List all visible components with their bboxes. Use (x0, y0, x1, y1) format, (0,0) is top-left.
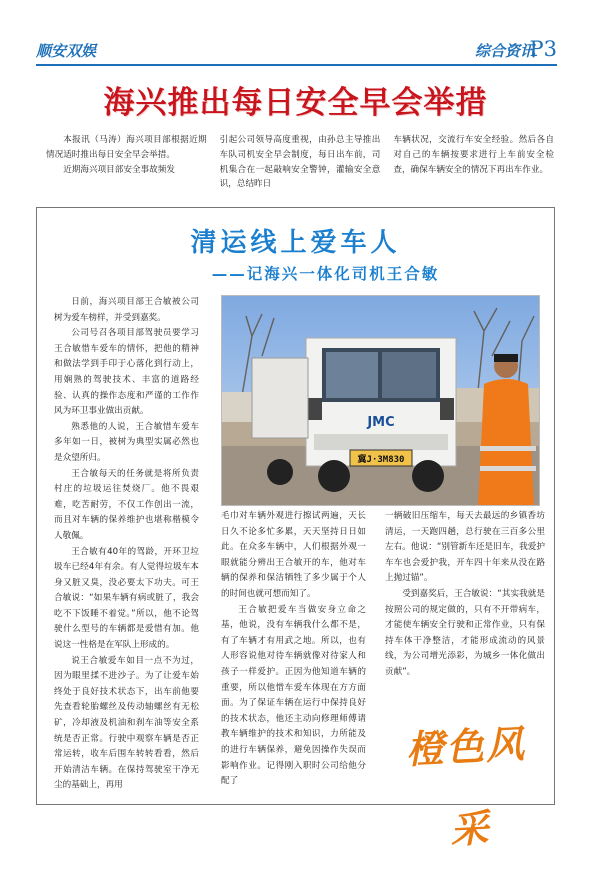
news-brief (46, 133, 554, 199)
header-rule (36, 64, 557, 66)
feature-column-2 (221, 509, 366, 795)
news-paragraph: 车辆状况，交流行车安全经验。然后各自对自己的车辆按要求进行上车前安全检查，确保车辆安全的情况下再出车作业。 (393, 135, 555, 175)
feature-paragraph: 公司号召各项目部驾驶员要学习王合敏惜车爱车的情怀，把他的精神和做法学到手印于心落化到行动上，用娴熟的驾驶技术、丰富的道路经验、认真的操作态度和严谨的工作作风为环卫事业做出贡献。 (54, 328, 199, 417)
truck-illustration (222, 296, 540, 506)
news-paragraph: 近期海兴项目部安全事故频发 (63, 164, 175, 175)
feature-paragraph: 熟悉他的人说，王合敏惜车爱车多年如一日，被树为典型实属必然也是众望所归。 (54, 421, 199, 463)
truck-badge: JMC (367, 415, 395, 430)
feature-paragraph: 毛巾对车辆外观进行擦试两遍，天长日久不论多忙多累，天天坚持日日如此。在众多车辆中，人们根据外观一眼就能分辨出王合敏开的车，他对车辆的保养和保洁牺牲了多少属于个人的时间也就可想而知了。 (221, 511, 366, 599)
feature-paragraph: 一辆破旧压缩车，每天去最远的乡镇香坊清运，一天跑四趟，总行驶在三百多公里左右。他说：“别管新车还是旧车，我爱护车车也会爱护我，开车四十年来从没在路上抛过锚”。 (385, 511, 545, 584)
page-number: P3 (529, 37, 557, 61)
plate-number: 冀J·3M830 (357, 455, 405, 465)
feature-subtitle: ——记海兴一体化司机王合敏 (211, 265, 440, 283)
feature-paragraph: 王合敏每天的任务就是将所负责村庄的垃圾运往焚烧厂。他不畏艰难，吃苦耐劳，不仅工作创出一流，而且对车辆的保养维护也堪称楷模令人敬佩。 (54, 468, 199, 541)
feature-title: 清运线上爱车人 (190, 228, 401, 258)
feature-paragraph: 说王合敏爱车如目一点不为过，因为眼里揉不进沙子。为了让爱车始终处于良好技术状态下，出车前他要先查看轮胎螺丝及传动轴螺丝有无松矿，冷却液及机油和刹车油等安全系统是否正常。行驶中观察车辆是否正常运转，收车后围车转转看看，然后开始清洁车辆。在保持驾驶室干净无尘的基础上，再用 (54, 655, 199, 791)
news-paragraph: 本报讯（马涛）海兴项目部根据近期情况适时推出每日安全早会举措。 (46, 135, 207, 160)
feature-paragraph: 王合敏把爱车当做安身立命之基，他说，没有车辆我什么都不是，有了车辆才有用武之地。所以，也有人形容说他对待车辆就像对待家人和孩子一样爱护。正因为他知道车辆的重要，所以他惜车爱车体现在方方面面。为了保证车辆在运行中保持良好的技术状态，他还主动向修理师傅请教车辆维护的技术和知识，力所能及的进行车辆保养，避免因操作失误而影响作业。记得刚入职时公司给他分配了 (221, 604, 366, 787)
truck-photo (221, 295, 540, 506)
feature-paragraph: 受到嘉奖后，王合敏说：“其实我就是按照公司的规定做的，只有不开带病车，才能使车辆安全行驶和正常作业，只有保持车体干净整洁，才能形成流动的风景线，为公司增光添彩，为城乡一体化做出贡献”。 (385, 588, 545, 677)
news-column-2 (220, 133, 381, 199)
news-column-1 (46, 133, 207, 199)
section-stamp: 橙色风采 (404, 720, 528, 852)
masthead-logo: 顺安双娱 (36, 42, 97, 60)
news-paragraph: 引起公司领导高度重视，由孙总主导推出车队司机安全早会制度，每日出车前，司机集合在一起敲响安全警钟，灌输安全意识，总结昨日 (219, 135, 381, 190)
headline: 海兴推出每日安全早会举措 (103, 85, 488, 121)
feature-column-1 (54, 295, 199, 795)
feature-paragraph: 日前，海兴项目部王合敏被公司树为爱车榜样，并受到嘉奖。 (54, 297, 199, 323)
feature-column-3 (385, 509, 545, 684)
section-name: 综合资讯 (474, 42, 535, 60)
news-column-3 (393, 133, 554, 199)
feature-paragraph: 王合敏有40年的驾龄，开环卫垃圾车已经4年有余。有人觉得垃圾车本身又脏又臭，没必要太下功夫。可王合敏说：“如果车辆有病或脏了，我会吃不下饭睡不着觉。”所以，他不论驾驶什么型号的车辆都是爱惜有加。他说这一性格是在军队上形成的。 (54, 546, 199, 651)
